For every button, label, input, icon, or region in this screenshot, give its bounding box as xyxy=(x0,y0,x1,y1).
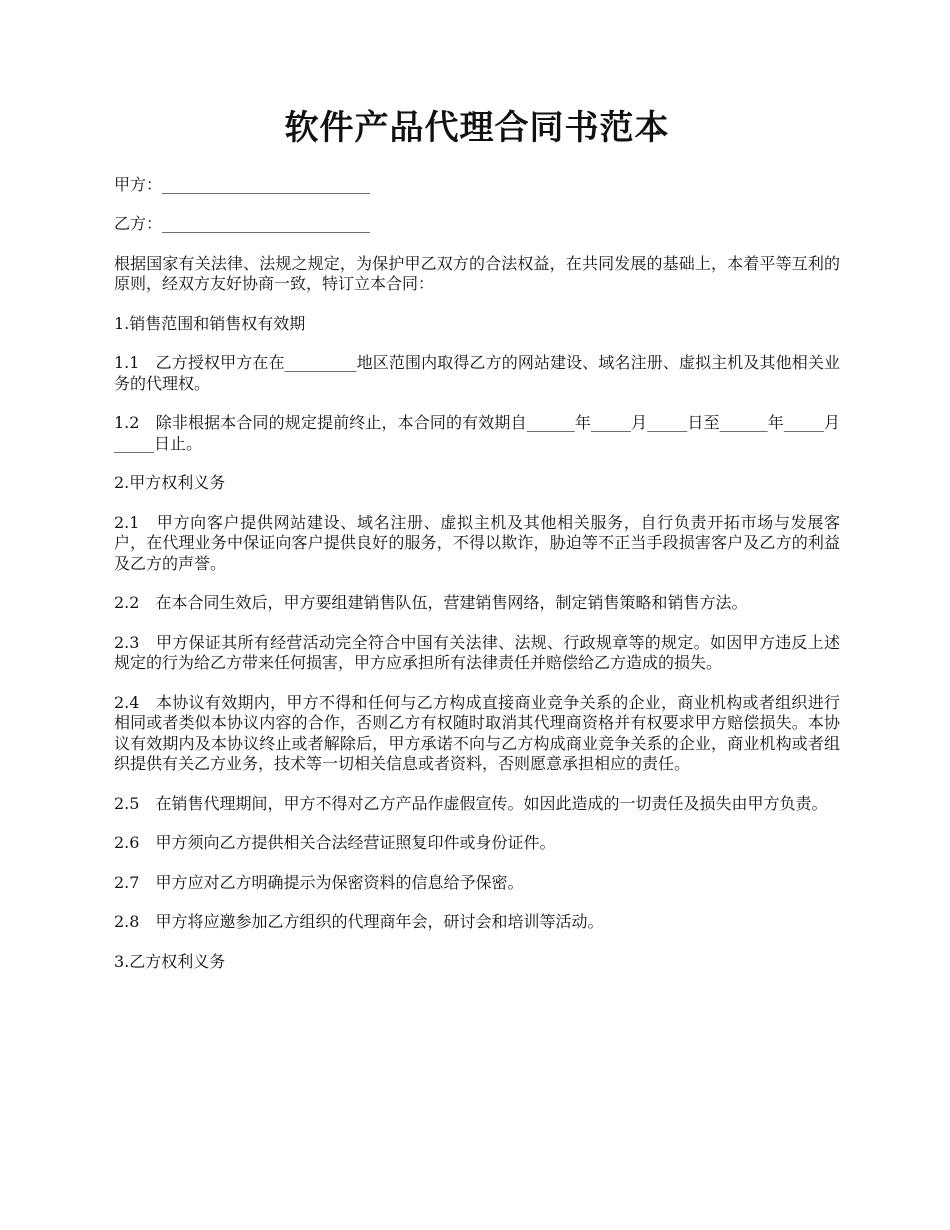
clause-paragraph: 2.5 在销售代理期间，甲方不得对乙方产品作虚假宣传。如因此造成的一切责任及损失由甲方负责。 xyxy=(114,793,828,813)
clause-paragraph: 2.7 甲方应对乙方明确提示为保密资料的信息给予保密。 xyxy=(114,872,524,892)
document-title: 软件产品代理合同书范本 xyxy=(284,108,670,148)
clause-paragraph: 2.8 甲方将应邀参加乙方组织的代理商年会，研讨会和培训等活动。 xyxy=(114,912,604,932)
section-heading: 1.销售范围和销售权有效期 xyxy=(114,313,306,333)
document-page xyxy=(114,108,840,991)
clause-paragraph: 2.2 在本合同生效后，甲方要组建销售队伍，营建销售网络，制定销售策略和销售方法。 xyxy=(114,593,748,613)
clause-paragraph: 1.2 除非根据本合同的规定提前终止，本合同的有效期自______年_____月_____日至______年_____月_____日止。 xyxy=(114,413,840,453)
clause-paragraph: 2.3 甲方保证其所有经营活动完全符合中国有关法律、法规、行政规章等的规定。如因甲方违反上述规定的行为给乙方带来任何损害，甲方应承担所有法律责任并赔偿给乙方造成的损失。 xyxy=(114,632,840,673)
clause-paragraph: 2.4 本协议有效期内，甲方不得和任何与乙方构成直接商业竞争关系的企业，商业机构或者组织进行相同或者类似本协议内容的合作，否则乙方有权随时取消其代理商资格并有权要求甲方赔偿损失。本协议有效期内及本协议终止或者解除后，甲方承诺不向与乙方构成商业竞争关系的企业，商业机构或者组织提供有关乙方业务，技术等一切相关信息或者资料，否则愿意承担相应的责任。 xyxy=(114,692,840,774)
party-b-line: 乙方：__________________________ xyxy=(114,214,371,234)
clause-paragraph: 1.1 乙方授权甲方在在_________地区范围内取得乙方的网站建设、域名注册、虚拟主机及其他相关业务的代理权。 xyxy=(114,353,840,393)
party-a-line: 甲方：__________________________ xyxy=(114,174,371,194)
preamble-paragraph: 根据国家有关法律、法规之规定，为保护甲乙双方的合法权益，在共同发展的基础上，本着平等互利的原则，经双方友好协商一致，特订立本合同： xyxy=(114,253,840,294)
clause-paragraph: 2.1 甲方向客户提供网站建设、域名注册、虚拟主机及其他相关服务，自行负责开拓市场与发展客户，在代理业务中保证向客户提供良好的服务，不得以欺诈，胁迫等不正当手段损害客户及乙方的利益及乙方的声誉。 xyxy=(114,512,840,573)
clause-paragraph: 2.6 甲方须向乙方提供相关合法经营证照复印件或身份证件。 xyxy=(114,833,556,853)
section-heading: 2.甲方权利义务 xyxy=(114,473,226,493)
section-heading: 3.乙方权利义务 xyxy=(114,951,226,971)
